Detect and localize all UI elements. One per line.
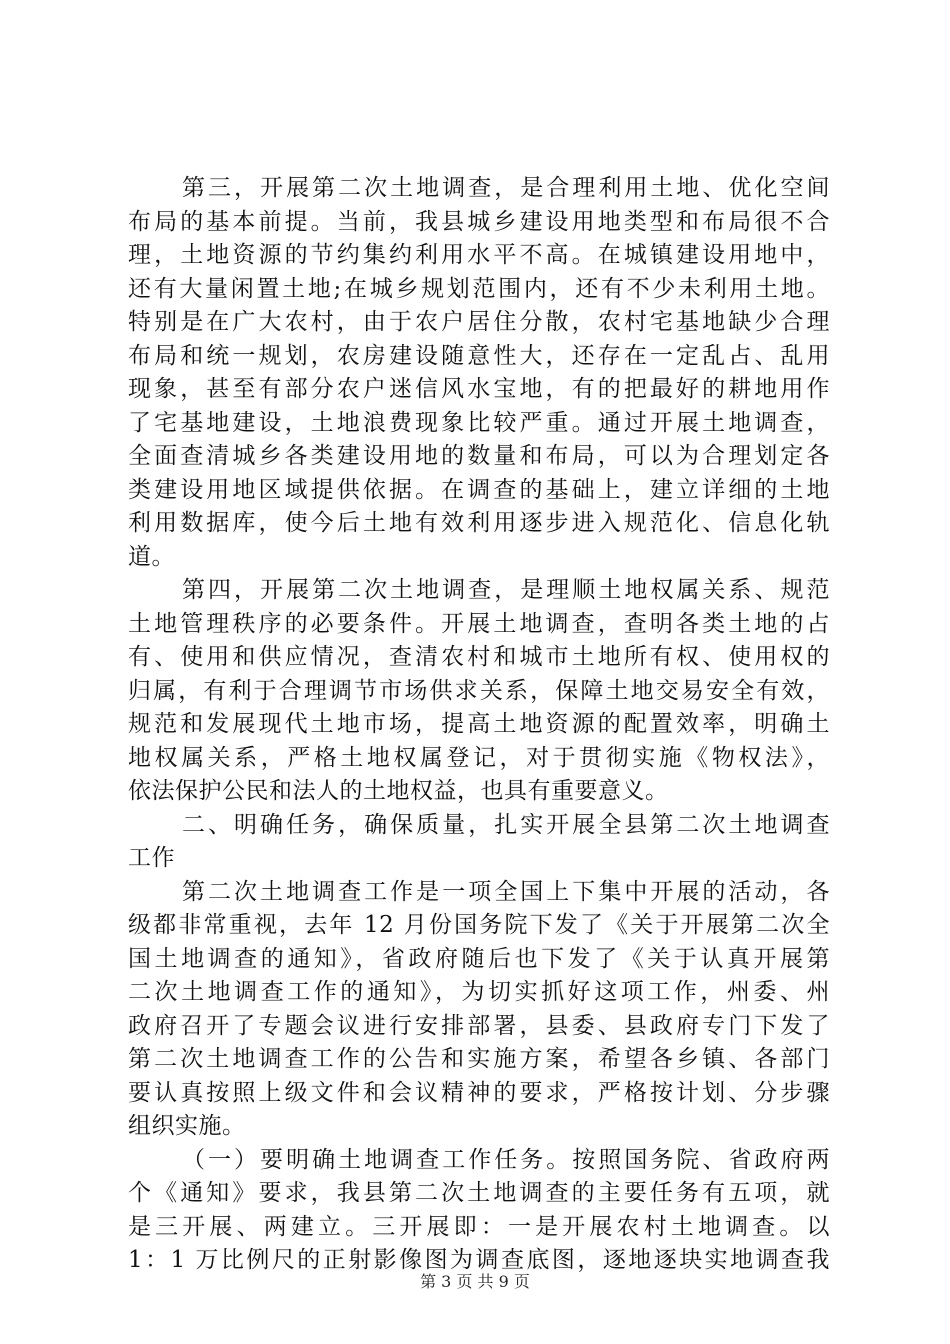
text-line: 二次土地调查工作的通知》，为切实抓好这项工作，州委、州 — [128, 979, 830, 1005]
text-line: 地权属关系，严格土地权属登记，对于贯彻实施《物权法》， — [128, 744, 830, 771]
page-footer: 第 3 页 共 9 页 — [420, 1272, 530, 1291]
text-line: 个《通知》要求，我县第二次土地调查的主要任务有五项，就 — [128, 1180, 830, 1206]
text-line: 1：1 万比例尺的正射影像图为调查底图，逐地逐块实地调查我 — [128, 1247, 830, 1273]
text-line: 特别是在广大农村，由于农户居住分散，农村宅基地缺少合理 — [128, 309, 830, 335]
text-line: 要认真按照上级文件和会议精神的要求，严格按计划、分步骤 — [128, 1079, 830, 1106]
text-line: 归属，有利于合理调节市场供求关系，保障土地交易安全有效， — [128, 677, 830, 704]
text-line: 布局和统一规划，农房建设随意性大，还存在一定乱占、乱用 — [128, 342, 830, 369]
text-line: 全面查清城乡各类建设用地的数量和布局，可以为合理划定各 — [128, 443, 830, 469]
text-line: （一）要明确土地调查工作任务。按照国务院、省政府两 — [182, 1146, 830, 1173]
text-line: 还有大量闲置土地;在城乡规划范围内，还有不少未利用土地。 — [128, 275, 830, 302]
text-line: 第四，开展第二次土地调查，是理顺土地权属关系、规范 — [182, 577, 830, 603]
text-line: 理，土地资源的节约集约利用水平不高。在城镇建设用地中， — [128, 242, 830, 268]
document-body — [128, 172, 830, 1278]
text-line: 国土地调查的通知》，省政府随后也下发了《关于认真开展第 — [128, 945, 830, 972]
text-line: 第三，开展第二次土地调查，是合理利用土地、优化空间 — [182, 175, 830, 201]
text-line: 有、使用和供应情况，查清农村和城市土地所有权、使用权的 — [128, 644, 830, 670]
text-line: 政府召开了专题会议进行安排部署，县委、县政府专门下发了 — [128, 1012, 830, 1039]
text-line: 第二次土地调查工作的公告和实施方案，希望各乡镇、各部门 — [128, 1046, 830, 1072]
text-line: 级都非常重视，去年 12 月份国务院下发了《关于开展第二次全 — [128, 912, 830, 938]
text-line: 了宅基地建设，土地浪费现象比较严重。通过开展土地调查， — [128, 409, 830, 436]
text-line: 现象，甚至有部分农户迷信风水宝地，有的把最好的耕地用作 — [128, 376, 830, 402]
text-line: 道。 — [128, 543, 175, 570]
text-line: 利用数据库，使今后土地有效利用逐步进入规范化、信息化轨 — [128, 510, 830, 536]
text-line: 布局的基本前提。当前，我县城乡建设用地类型和布局很不合 — [128, 208, 830, 235]
text-line: 土地管理秩序的必要条件。开展土地调查，查明各类土地的占 — [128, 610, 830, 637]
text-line: 类建设用地区域提供依据。在调查的基础上，建立详细的土地 — [128, 476, 830, 503]
text-line: 工作 — [128, 845, 175, 871]
text-line: 规范和发展现代土地市场，提高土地资源的配置效率，明确土 — [128, 711, 830, 737]
text-line: 是三开展、两建立。三开展即：一是开展农村土地调查。以 — [128, 1213, 830, 1240]
text-line: 组织实施。 — [128, 1113, 246, 1139]
text-line: 第二次土地调查工作是一项全国上下集中开展的活动，各 — [182, 878, 830, 905]
text-line: 二、明确任务，确保质量，扎实开展全县第二次土地调查 — [182, 811, 830, 838]
text-line: 依法保护公民和法人的土地权益，也具有重要意义。 — [128, 778, 669, 804]
